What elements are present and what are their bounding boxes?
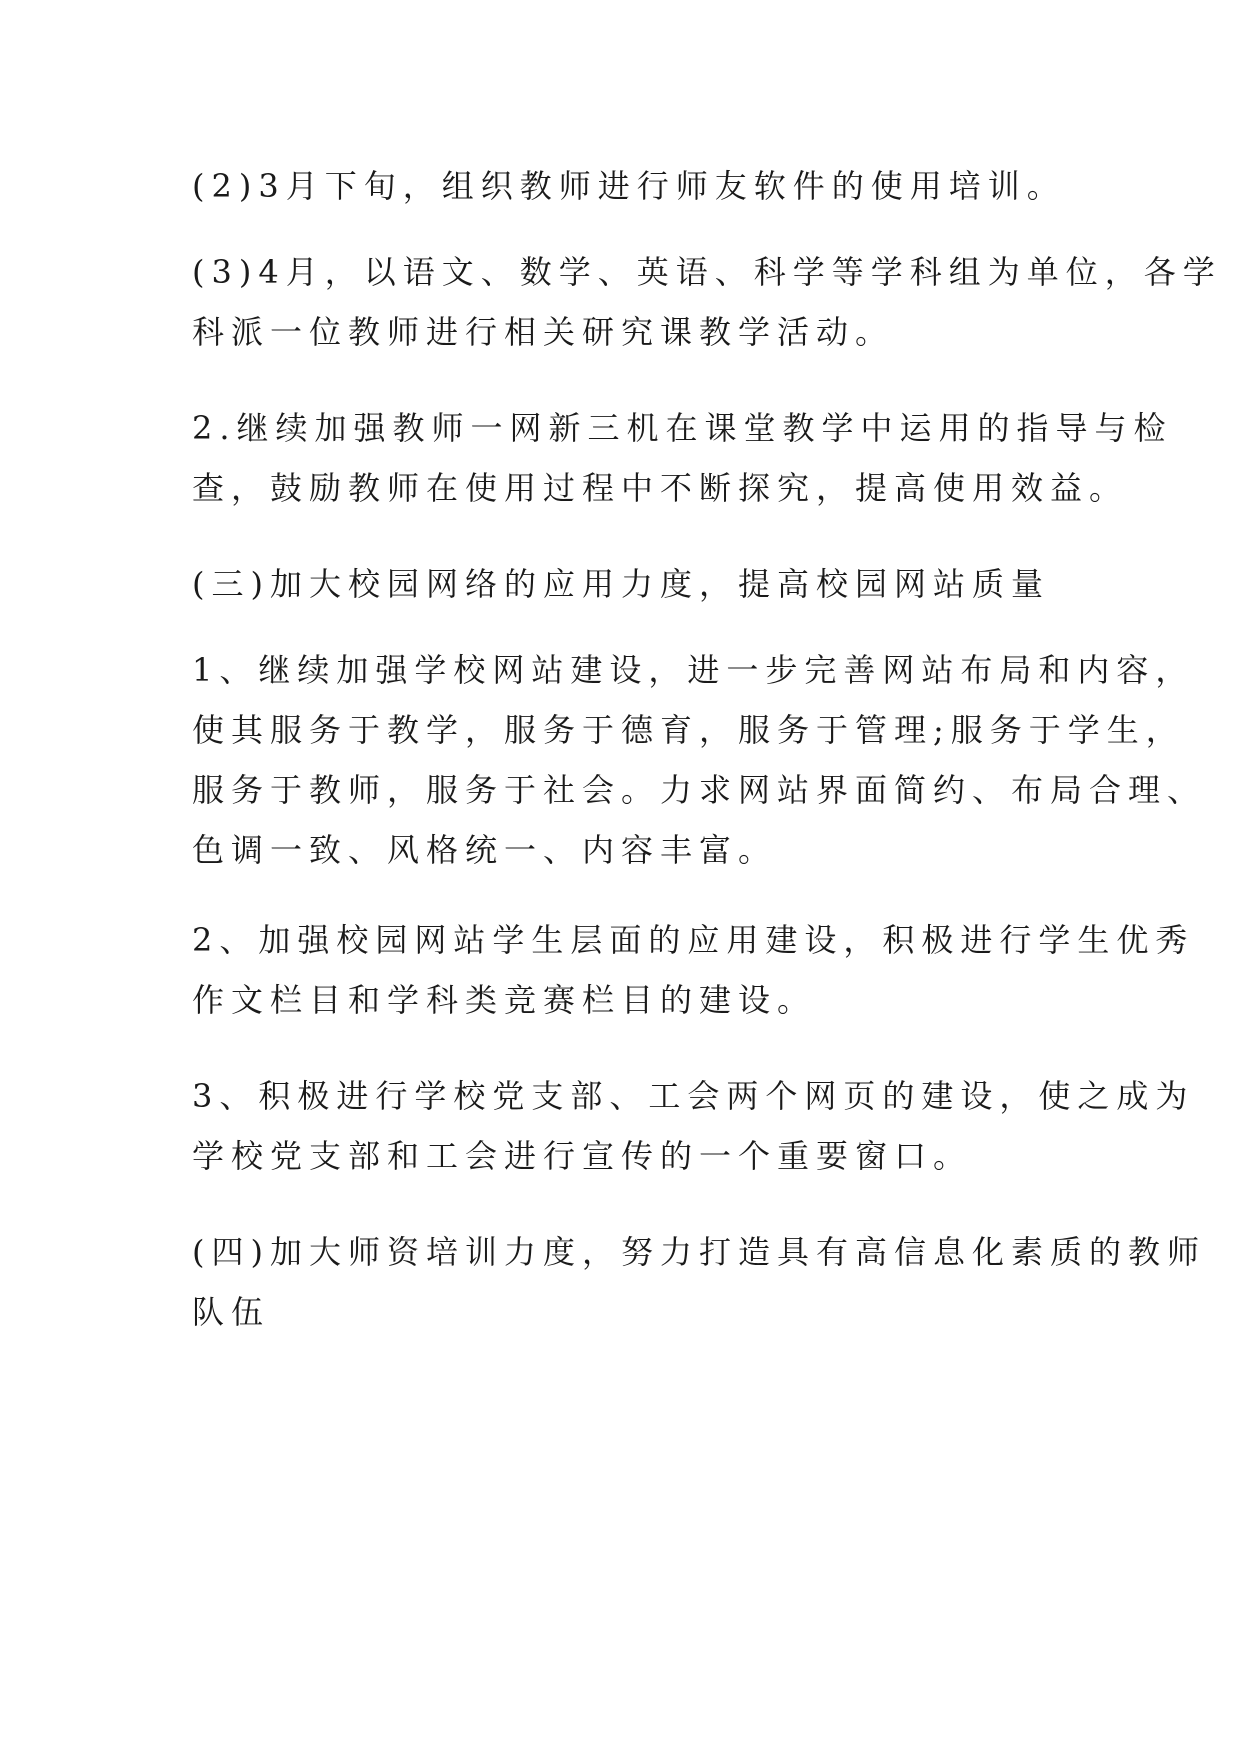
paragraph-point-1-website bbox=[192, 640, 1207, 880]
text-line: 色调一致、风格统一、内容丰富。 bbox=[192, 831, 778, 869]
paragraph-item-2-training bbox=[192, 156, 1072, 216]
text-line: 3、积极进行学校党支部、工会两个网页的建设，使之成为 bbox=[192, 1077, 1195, 1115]
text-line: 队伍 bbox=[192, 1293, 271, 1331]
text-line: (三)加大校园网络的应用力度，提高校园网站质量 bbox=[192, 565, 1050, 603]
paragraph-point-2-student-layer bbox=[192, 910, 1195, 1030]
text-line: 查，鼓励教师在使用过程中不断探究，提高使用效益。 bbox=[192, 469, 1129, 507]
text-line: 作文栏目和学科类竞赛栏目的建设。 bbox=[192, 981, 817, 1019]
text-line: 学校党支部和工会进行宣传的一个重要窗口。 bbox=[192, 1137, 973, 1175]
text-line: 2、加强校园网站学生层面的应用建设，积极进行学生优秀 bbox=[192, 921, 1195, 959]
paragraph-point-2-guidance bbox=[192, 398, 1173, 518]
text-line: (2)3月下旬，组织教师进行师友软件的使用培训。 bbox=[192, 167, 1066, 205]
section-heading-3 bbox=[192, 554, 1072, 614]
section-heading-4 bbox=[192, 1222, 1206, 1342]
text-line: (3)4月，以语文、数学、英语、科学等学科组为单位，各学 bbox=[192, 253, 1222, 291]
text-line: 2.继续加强教师一网新三机在课堂教学中运用的指导与检 bbox=[192, 409, 1173, 447]
text-line: 服务于教师，服务于社会。力求网站界面简约、布局合理、 bbox=[192, 771, 1207, 809]
text-line: (四)加大师资培训力度，努力打造具有高信息化素质的教师 bbox=[192, 1233, 1206, 1271]
text-line: 使其服务于教学，服务于德育，服务于管理;服务于学生， bbox=[192, 711, 1185, 749]
text-line: 1、继续加强学校网站建设，进一步完善网站布局和内容， bbox=[192, 651, 1195, 689]
text-line: 科派一位教师进行相关研究课教学活动。 bbox=[192, 313, 895, 351]
paragraph-point-3-party-union bbox=[192, 1066, 1195, 1186]
paragraph-item-3-research-class bbox=[192, 242, 1222, 362]
